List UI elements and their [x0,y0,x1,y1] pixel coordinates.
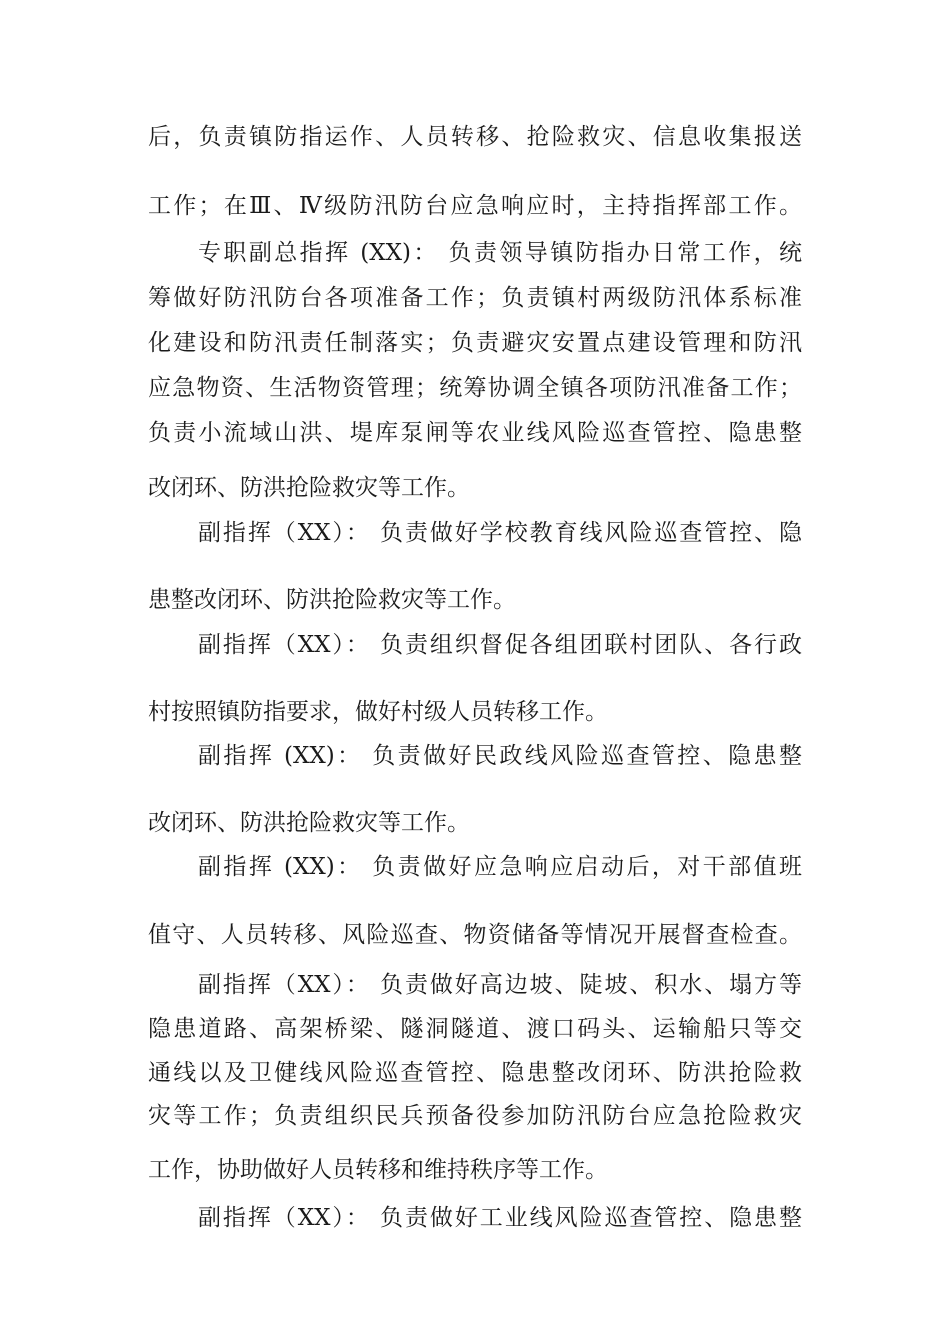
text-line-22: 副指挥（XX）： 负责做好工业线风险巡查管控、隐患整 [198,1205,802,1231]
text-line-1: 后，负责镇防指运作、人员转移、抢险救灾、信息收集报送 [148,124,802,150]
text-line-6: 应急物资、生活物资管理；统筹协调全镇各项防汛准备工作； [148,375,802,401]
text-line-9: 副指挥（XX）： 负责做好学校教育线风险巡查管控、隐 [198,520,802,546]
text-line-11: 副指挥（XX）： 负责组织督促各组团联村团队、各行政 [198,632,802,658]
text-line-18: 隐患道路、高架桥梁、隧洞隧道、渡口码头、运输船只等交 [148,1016,802,1042]
text-line-20: 灾等工作；负责组织民兵预备役参加防汛防台应急抢险救灾 [148,1103,802,1129]
text-line-5: 化建设和防汛责任制落实；负责避灾安置点建设管理和防汛 [148,330,802,356]
text-line-12: 村按照镇防指要求，做好村级人员转移工作。 [148,699,608,725]
text-line-2: 工作；在Ⅲ、Ⅳ级防汛防台应急响应时，主持指挥部工作。 [148,193,802,219]
text-line-3: 专职副总指挥 (XX)： 负责领导镇防指办日常工作，统 [198,240,802,266]
text-line-10: 患整改闭环、防洪抢险救灾等工作。 [148,587,516,613]
text-line-16: 值守、人员转移、风险巡查、物资储备等情况开展督查检查。 [148,922,802,948]
text-line-21: 工作，协助做好人员转移和维持秩序等工作。 [148,1157,608,1183]
text-line-7: 负责小流域山洪、堤库泵闸等农业线风险巡查管控、隐患整 [148,420,802,446]
text-line-14: 改闭环、防洪抢险救灾等工作。 [148,810,470,836]
text-line-15: 副指挥 (XX)： 负责做好应急响应启动后，对干部值班 [198,854,802,880]
text-line-4: 筹做好防汛防台各项准备工作；负责镇村两级防汛体系标准 [148,285,802,311]
text-line-13: 副指挥 (XX)： 负责做好民政线风险巡查管控、隐患整 [198,743,802,769]
text-line-17: 副指挥（XX）： 负责做好高边坡、陡坡、积水、塌方等 [198,972,802,998]
text-line-19: 通线以及卫健线风险巡查管控、隐患整改闭环、防洪抢险救 [148,1060,802,1086]
text-line-8: 改闭环、防洪抢险救灾等工作。 [148,475,470,501]
